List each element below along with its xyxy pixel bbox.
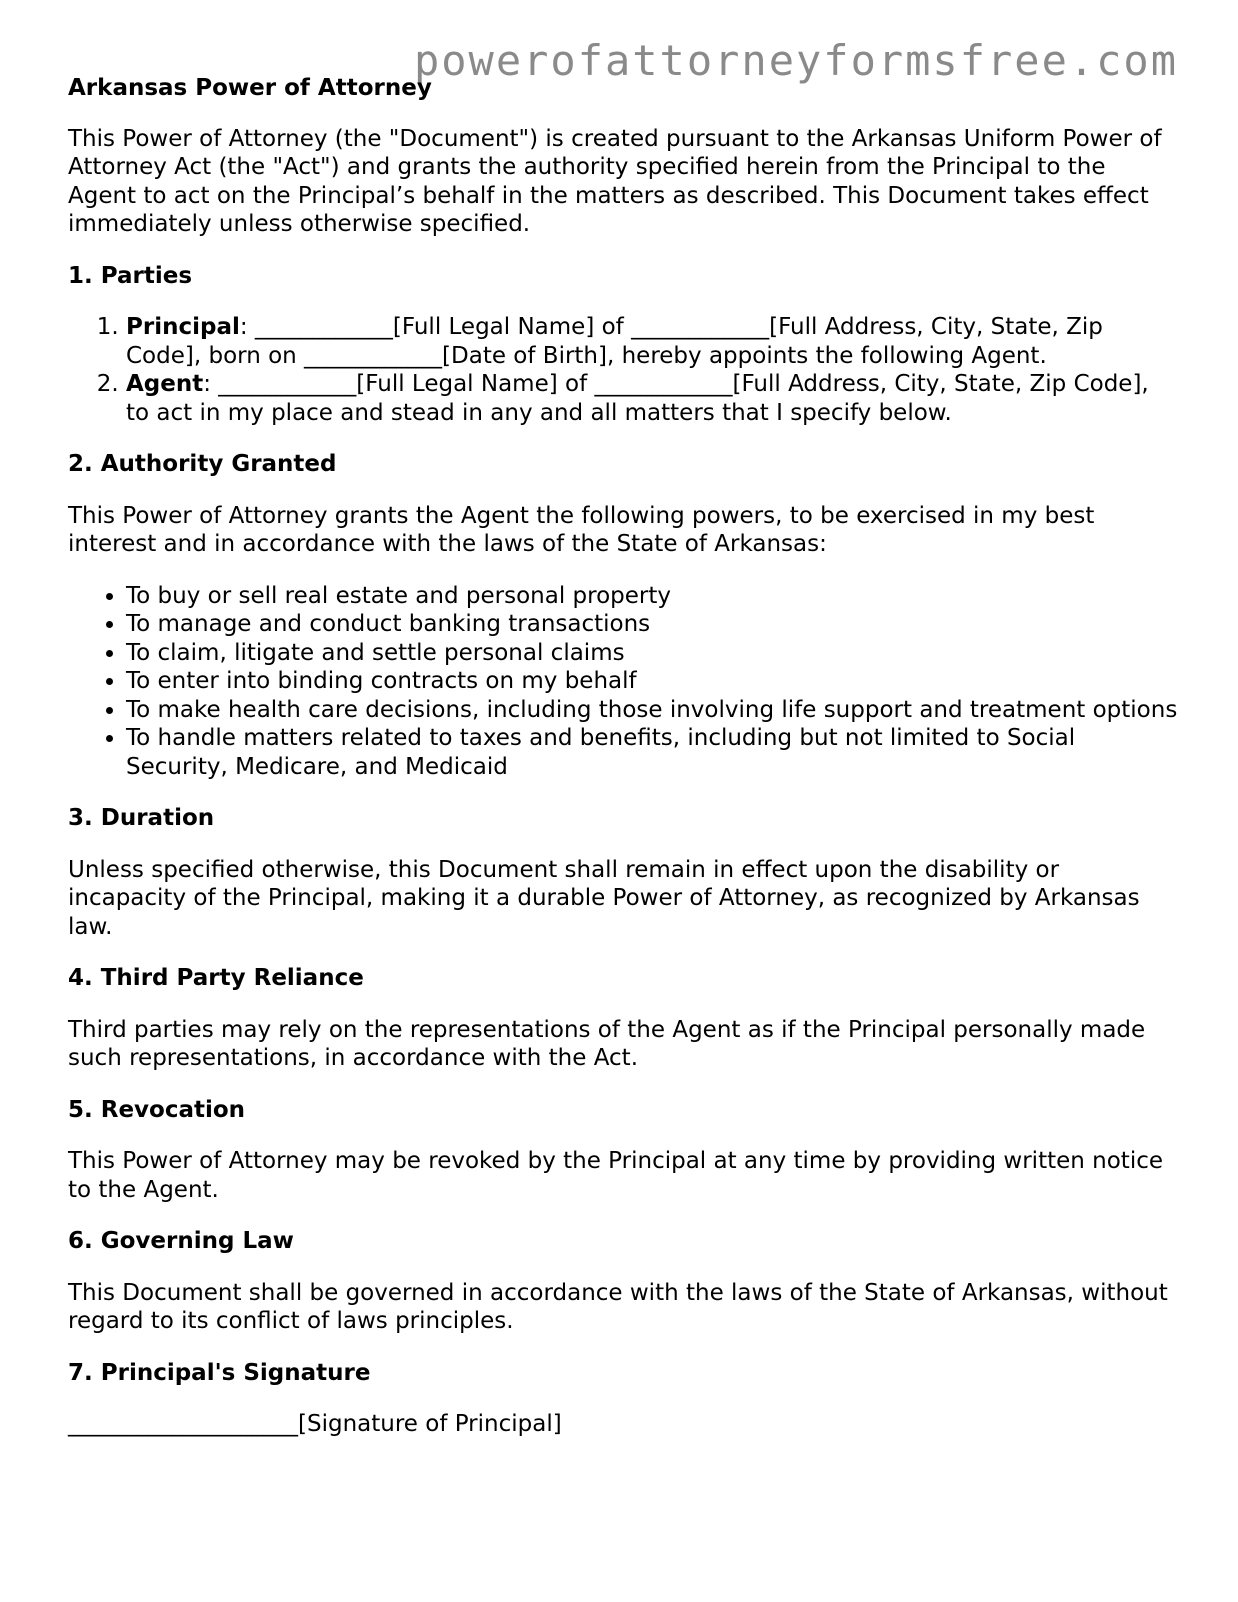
list-item-agent — [126, 370, 1178, 427]
section-heading-authority: 2. Authority Granted — [68, 451, 337, 477]
watermark: powerofattorneyformsfree.com — [413, 36, 1178, 85]
list-item-principal — [126, 313, 1178, 370]
section-heading-reliance: 4. Third Party Reliance — [68, 965, 364, 991]
section-heading-parties: 1. Parties — [68, 262, 193, 289]
intro-paragraph: This Power of Attorney (the "Document") is created pursuant to the Arkansas Uniform Power of Attorney Act (the "Act") and grants the authority specified herein from the Principal to the Agent to act on the Principal’s behalf in the matters as described. This Document takes effect immediately unless otherwise specified. — [68, 125, 1162, 237]
list-item: • To claim, litigate and settle personal claims — [126, 639, 1178, 668]
signature-line: ____________________[Signature of Principal] — [68, 1411, 562, 1437]
list-item: • To buy or sell real estate and personal property — [126, 582, 1178, 611]
section-heading-duration: 3. Duration — [68, 805, 215, 831]
duration-paragraph: Unless specified otherwise, this Document shall remain in effect upon the disability or incapacity of the Principal, making it a durable Power of Attorney, as recognized by Arkansas law. — [68, 856, 1140, 940]
powers-list — [68, 582, 1178, 782]
agent-text: : ____________[Full Legal Name] of ____________[Full Address, City, State, Zip Code], to act in my place and stead in any and all matters that I specify below. — [126, 371, 1149, 426]
principal-text: : ____________[Full Legal Name] of ____________[Full Address, City, State, Zip Code], born on ____________[Date of Birth], hereby appoints the following Agent. — [126, 314, 1103, 369]
principal-label: Principal — [126, 314, 240, 340]
list-item: • To handle matters related to taxes and benefits, including but not limited to Social Security, Medicare, and Medicaid — [126, 724, 1178, 781]
list-item: • To make health care decisions, including those involving life support and treatment options — [126, 696, 1178, 725]
section-heading-revocation: 5. Revocation — [68, 1096, 246, 1123]
section-heading-governing-law: 6. Governing Law — [68, 1228, 294, 1254]
reliance-paragraph: Third parties may rely on the representations of the Agent as if the Principal personally made such representations, in accordance with the Act. — [68, 1016, 1146, 1071]
section-heading-signature: 7. Principal's Signature — [68, 1359, 371, 1386]
agent-label: Agent — [126, 371, 204, 397]
document-title: Arkansas Power of Attorney — [68, 75, 432, 101]
list-item: • To enter into binding contracts on my behalf — [126, 667, 1178, 696]
document — [68, 74, 1178, 1462]
parties-list — [68, 313, 1178, 427]
list-item: • To manage and conduct banking transactions — [126, 610, 1178, 639]
revocation-paragraph: This Power of Attorney may be revoked by the Principal at any time by providing written notice to the Agent. — [68, 1148, 1164, 1203]
authority-paragraph: This Power of Attorney grants the Agent the following powers, to be exercised in my best interest and in accordance with the laws of the State of Arkansas: — [68, 502, 1095, 557]
governing-law-paragraph: This Document shall be governed in accordance with the laws of the State of Arkansas, without regard to its conflict of laws principles. — [68, 1279, 1168, 1334]
